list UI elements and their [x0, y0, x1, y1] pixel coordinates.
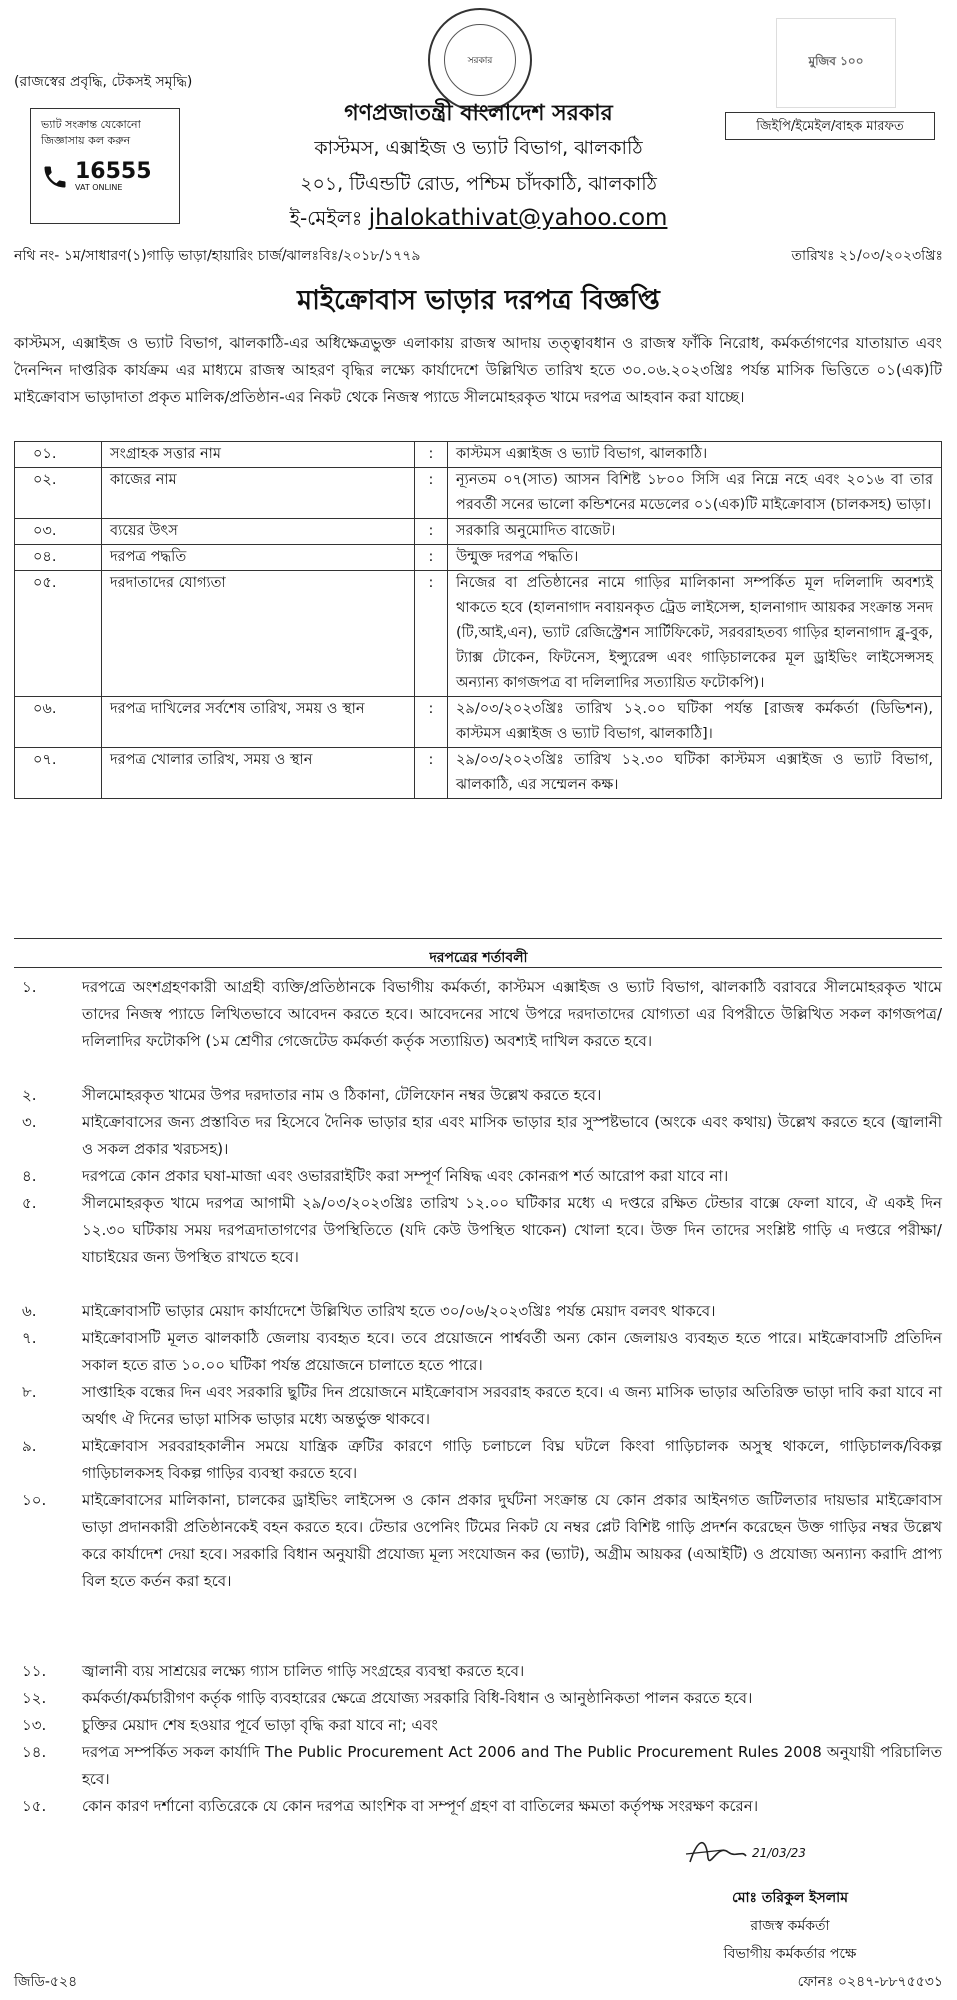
row-separator: :	[415, 748, 448, 799]
term-number: ৩.	[22, 1113, 37, 1131]
term-text: মাইক্রোবাসের মালিকানা, চালকের ড্রাইভিং লাইসেন্স ও কোন প্রকার দুর্ঘটনা সংক্রান্ত যে কোন প্রকার আইনগত জটিলতার দায়ভার মাইক্রোবাস ভাড়া প্রদানকারী প্রতিষ্ঠানকেই বহন করতে হবে। টেন্ডার ওপেনিং টিমের নিকট যে নম্বর প্লেট বিশিষ্ট গাড়ি প্রদর্শন করেছেন উক্ত গাড়ির নম্বর উল্লেখ করে কার্যাদেশ দেয়া হবে। সরকারি বিধান অনুযায়ী প্রযোজ্য মূল্য সংযোজন কর (ভ্যাট), অগ্রীম আয়কর (এআইটি) ও প্রযোজ্য অন্যান্য করাদি প্রাপ্য বিল হতে কর্তন করা হবে।	[82, 1491, 942, 1590]
row-number: ০৬.	[15, 697, 102, 748]
term-text: সীলমোহরকৃত খামে দরপত্র আগামী ২৯/০৩/২০২৩খ্রিঃ তারিখ ১২.০০ ঘটিকার মধ্যে এ দপ্তরে রক্ষিত টেন্ডার বাক্সে ফেলা যাবে, ঐ একই দিন ১২.৩০ ঘটিকায় সময় দরপত্রদাতাগণের উপস্থিতিতে (যদি কেউ উপস্থিত থাকেন) খোলা হবে। উক্ত দিন তাদের সংশ্লিষ্ট গাড়ি এ দপ্তরে পরীক্ষা/যাচাইয়ের জন্য উপস্থিত রাখতে হবে।	[82, 1194, 942, 1266]
hotline-caption: VAT ONLINE	[75, 182, 123, 192]
term-number: ৪.	[22, 1167, 37, 1185]
term-item	[22, 1793, 942, 1820]
table-row	[15, 442, 942, 468]
row-value: ২৯/০৩/২০২৩খ্রিঃ তারিখ ১২.৩০ ঘটিকা কাস্টমস এক্সাইজ ও ভ্যাট বিভাগ, ঝালকাঠি, এর সম্মেলন কক্ষ।	[448, 748, 942, 799]
handwritten-signature	[684, 1832, 834, 1872]
row-label: দরপত্র দাখিলের সর্বশেষ তারিখ, সময় ও স্থান	[102, 697, 415, 748]
row-label: সংগ্রাহক সত্তার নাম	[102, 442, 415, 468]
term-text: দরপত্রে কোন প্রকার ঘষা-মাজা এবং ওভাররাইটিং করা সম্পূর্ণ নিষিদ্ধ এবং কোনরূপ শর্ত আরোপ করা যাবে না।	[82, 1167, 729, 1185]
term-item	[22, 1082, 942, 1109]
term-number: ৮.	[22, 1383, 37, 1401]
term-text: জ্বালানী ব্যয় সাশ্রয়ের লক্ষ্যে গ্যাস চালিত গাড়ি সংগ্রহের ব্যবস্থা করতে হবে।	[82, 1662, 525, 1680]
term-text: মাইক্রোবাসের জন্য প্রস্তাবিত দর হিসেবে দৈনিক ভাড়ার হার এবং মাসিক ভাড়ার হার সুস্পষ্টভাবে (অংকে এবং কথায়) উল্লেখ করতে হবে (জ্বালানী ও সকল প্রকার খরচসহ)।	[82, 1113, 942, 1158]
signed-date: 21/03/23	[752, 1846, 806, 1860]
portrait-caption: মুজিব ১০০	[808, 54, 864, 68]
row-separator: :	[415, 442, 448, 468]
delivery-method: জিইপি/ইমেইল/বাহক মারফত	[725, 112, 935, 140]
term-item	[22, 1325, 942, 1379]
tender-info-table	[14, 441, 942, 799]
row-value: সরকারি অনুমোদিত বাজেট।	[448, 519, 942, 545]
slogan: (রাজস্বের প্রবৃদ্ধি, টেকসই সমৃদ্ধি)	[14, 74, 193, 90]
row-number: ০২.	[15, 468, 102, 519]
term-text: মাইক্রোবাস সরবরাহকালীন সময়ে যান্ত্রিক ত্রুটির কারণে গাড়ি চলাচলে বিঘ্ন ঘটলে কিংবা গাড়িচালক অসুস্থ থাকলে, গাড়িচালক/বিকল্প গাড়িচালকসহ বিকল্প গাড়ির ব্যবস্থা করতে হবে।	[82, 1437, 942, 1482]
office-name: কাস্টমস, এক্সাইজ ও ভ্যাট বিভাগ, ঝালকাঠি	[314, 137, 643, 159]
term-text: সীলমোহরকৃত খামের উপর দরদাতার নাম ও ঠিকানা, টেলিফোন নম্বর উল্লেখ করতে হবে।	[82, 1086, 602, 1104]
term-number: ৭.	[22, 1329, 37, 1347]
row-value: ন্যূনতম ০৭(সাত) আসন বিশিষ্ট ১৮০০ সিসি এর নিম্নে নহে এবং ২০১৬ বা তার পরবর্তী সনের ভালো কন্ডিশনের মডেলের ০১(এক)টি মাইক্রোবাস (চালকসহ) ভাড়া।	[448, 468, 942, 519]
term-number: ২.	[22, 1086, 37, 1104]
table-row	[15, 748, 942, 799]
emblem-text: সরকার	[467, 55, 493, 66]
term-item	[22, 1685, 942, 1712]
term-number: ৯.	[22, 1437, 37, 1455]
table-row	[15, 519, 942, 545]
row-label: দরদাতাদের যোগ্যতা	[102, 571, 415, 697]
hotline-number: 16555	[75, 158, 152, 184]
vat-box-line1: ভ্যাট সংক্রান্ত যেকোনো	[41, 118, 141, 131]
email-line	[0, 204, 957, 237]
term-item	[22, 1109, 942, 1163]
term-item	[22, 1163, 942, 1190]
row-number: ০৩.	[15, 519, 102, 545]
term-item	[22, 1190, 942, 1271]
terms-title: দরপত্রের শর্তাবলী	[429, 950, 528, 966]
row-separator: :	[415, 545, 448, 571]
row-separator: :	[415, 519, 448, 545]
term-item	[22, 1658, 942, 1685]
row-value: কাস্টমস এক্সাইজ ও ভ্যাট বিভাগ, ঝালকাঠি।	[448, 442, 942, 468]
signatory-on-behalf: বিভাগীয় কর্মকর্তার পক্ষে	[723, 1946, 857, 1962]
signatory-name: মোঃ তরিকুল ইসলাম	[732, 1890, 848, 1906]
row-number: ০৭.	[15, 748, 102, 799]
term-item	[22, 1298, 942, 1325]
office-address: ২০১, টিএন্ডটি রোড, পশ্চিম চাঁদকাঠি, ঝালকাঠি	[300, 173, 657, 195]
government-title: গণপ্রজাতন্ত্রী বাংলাদেশ সরকার	[344, 101, 613, 126]
term-number: ১১.	[22, 1662, 47, 1680]
term-text: কর্মকর্তা/কর্মচারীগণ কর্তৃক গাড়ি ব্যবহারের ক্ষেত্রে প্রযোজ্য সরকারি বিধি-বিধান ও আনুষ্ঠানিকতা পালন করতে হবে।	[82, 1689, 753, 1707]
row-label: দরপত্র পদ্ধতি	[102, 545, 415, 571]
signatory-phone: ফোনঃ ০২৪৭-৮৮৭৫৫৩১	[797, 1974, 943, 1990]
emblem-inner	[444, 24, 516, 96]
row-number: ০১.	[15, 442, 102, 468]
term-number: ১২.	[22, 1689, 47, 1707]
intro-paragraph: কাস্টমস, এক্সাইজ ও ভ্যাট বিভাগ, ঝালকাঠি-এর অধিক্ষেত্রভুক্ত এলাকায় রাজস্ব আদায় তত্ত্বাবধান ও রাজস্ব ফাঁকি নিরোধ, কর্মকর্তাগণের যাতায়াত এবং দৈনন্দিন দাপ্তরিক কার্যক্রম এর মাধ্যমে রাজস্ব আহরণ বৃদ্ধির লক্ষ্যে কার্যাদেশে উল্লিখিত তারিখ হতে ৩০.০৬.২০২৩খ্রিঃ পর্যন্ত মাসিক ভিত্তিতে ০১(এক)টি মাইক্রোবাস ভাড়াদাতা প্রকৃত মালিক/প্রতিষ্ঠান-এর নিকট থেকে নিজস্ব প্যাডে সীলমোহরকৃত খামে দরপত্র আহবান করা যাচ্ছে।	[14, 334, 942, 406]
term-item	[22, 1433, 942, 1487]
term-number: ৫.	[22, 1194, 37, 1212]
row-separator: :	[415, 571, 448, 697]
table-row	[15, 545, 942, 571]
term-item	[22, 974, 942, 1055]
term-number: ৬.	[22, 1302, 37, 1320]
row-label: ব্যয়ের উৎস	[102, 519, 415, 545]
term-text: দরপত্রে অংশগ্রহণকারী আগ্রহী ব্যক্তি/প্রতিষ্ঠানকে বিভাগীয় কর্মকর্তা, কাস্টমস এক্সাইজ ও ভ্যাট বিভাগ, ঝালকাঠি বরাবরে সীলমোহরকৃত খামে তাদের নিজস্ব প্যাডে লিখিতভাবে আবেদন করতে হবে। আবেদনের সাথে উপরে দরদাতাদের যোগ্যতা এর বিপরীতে উল্লিখিত সকল কাগজপত্র/দলিলাদির ফটোকপি (১ম শ্রেণীর গেজেটেড কর্মকর্তা কর্তৃক সত্যায়িত) অবশ্যই দাখিল করতে হবে।	[82, 978, 942, 1050]
term-text: কোন কারণ দর্শানো ব্যতিরেকে যে কোন দরপত্র আংশিক বা সম্পূর্ণ গ্রহণ বা বাতিলের ক্ষমতা কর্তৃপক্ষ সংরক্ষণ করেন।	[82, 1797, 759, 1815]
row-number: ০৪.	[15, 545, 102, 571]
term-item	[22, 1379, 942, 1433]
term-text: সাপ্তাহিক বন্ধের দিন এবং সরকারি ছুটির দিন প্রয়োজনে মাইক্রোবাস সরবরাহ করতে হবে। এ জন্য মাসিক ভাড়ার অতিরিক্ত ভাড়া দাবি করা যাবে না অর্থাৎ ঐ দিনের ভাড়া মাসিক ভাড়ার মধ্যে অন্তর্ভুক্ত থাকবে।	[82, 1383, 942, 1428]
term-number: ১৫.	[22, 1797, 47, 1815]
term-item	[22, 1487, 942, 1595]
email-link[interactable]: jhalokathivat@yahoo.com	[368, 205, 668, 231]
row-value: নিজের বা প্রতিষ্ঠানের নামে গাড়ির মালিকানা সম্পর্কিত মূল দলিলাদি অবশ্যই থাকতে হবে (হালনাগাদ নবায়নকৃত ট্রেড লাইসেন্স, হালনাগাদ আয়কর সংক্রান্ত সনদ (টি,আই,এন), ভ্যাট রেজিস্ট্রেশন সার্টিফিকেট, সরবরাহতব্য গাড়ির হালনাগাদ ব্লু-বুক, ট্যাক্স টোকেন, ফিটনেস, ইন্স্যুরেন্স এবং গাড়িচালকের মূল ড্রাইভিং লাইসেন্সসহ অন্যান্য কাগজপত্র বা দলিলাদির সত্যায়িত ফটোকপি)।	[448, 571, 942, 697]
row-value: ২৯/০৩/২০২৩খ্রিঃ তারিখ ১২.০০ ঘটিকা পর্যন্ত [রাজস্ব কর্মকর্তা (ডিভিশন), কাস্টমস এক্সাইজ ও ভ্যাট বিভাগ, ঝালকাঠি]।	[448, 697, 942, 748]
mujib-100-logo	[776, 18, 896, 108]
signatory-designation: রাজস্ব কর্মকর্তা	[750, 1918, 830, 1934]
table-row	[15, 571, 942, 697]
term-text: দরপত্র সম্পর্কিত সকল কার্যাদি The Public Procurement Act 2006 and The Public Procurement Rules 2008 অনুযায়ী পরিচালিত হবে।	[82, 1743, 942, 1788]
row-number: ০৫.	[15, 571, 102, 697]
term-item	[22, 1712, 942, 1739]
term-number: ১৪.	[22, 1743, 47, 1761]
row-label: দরপত্র খোলার তারিখ, সময় ও স্থান	[102, 748, 415, 799]
vat-box-line2: জিজ্ঞাসায় কল করুন	[41, 134, 131, 147]
email-label: ই-মেইলঃ	[289, 206, 363, 230]
footer-code: জিডি-৫২৪	[14, 1974, 78, 1990]
memo-number: নথি নং- ১ম/সাধারণ(১)গাড়ি ভাড়া/হায়ারিং চার্জ/ঝালঃবিঃ/২০১৮/১৭৭৯	[14, 248, 421, 264]
term-text: চুক্তির মেয়াদ শেষ হওয়ার পূর্বে ভাড়া বৃদ্ধি করা যাবে না; এবং	[82, 1716, 438, 1734]
row-label: কাজের নাম	[102, 468, 415, 519]
term-number: ১০.	[22, 1491, 47, 1509]
row-value: উন্মুক্ত দরপত্র পদ্ধতি।	[448, 545, 942, 571]
notice-title: মাইক্রোবাস ভাড়ার দরপত্র বিজ্ঞপ্তি	[297, 285, 660, 316]
table-row	[15, 697, 942, 748]
term-item	[22, 1739, 942, 1793]
term-text: মাইক্রোবাসটি মূলত ঝালকাঠি জেলায় ব্যবহৃত হবে। তবে প্রয়োজনে পার্শ্ববর্তী অন্য কোন জেলায়ও ব্যবহৃত হতে পারে। মাইক্রোবাসটি প্রতিদিন সকাল হতে রাত ১০.০০ ঘটিকা পর্যন্ত প্রয়োজনে চালাতে হতে পারে।	[82, 1329, 942, 1374]
term-number: ১.	[22, 978, 37, 996]
row-separator: :	[415, 468, 448, 519]
table-row	[15, 468, 942, 519]
term-number: ১৩.	[22, 1716, 47, 1734]
memo-date: তারিখঃ ২১/০৩/২০২৩খ্রিঃ	[791, 248, 943, 264]
term-text: মাইক্রোবাসটি ভাড়ার মেয়াদ কার্যাদেশে উল্লিখিত তারিখ হতে ৩০/০৬/২০২৩খ্রিঃ পর্যন্ত মেয়াদ বলবৎ থাকবে।	[82, 1302, 716, 1320]
row-separator: :	[415, 697, 448, 748]
